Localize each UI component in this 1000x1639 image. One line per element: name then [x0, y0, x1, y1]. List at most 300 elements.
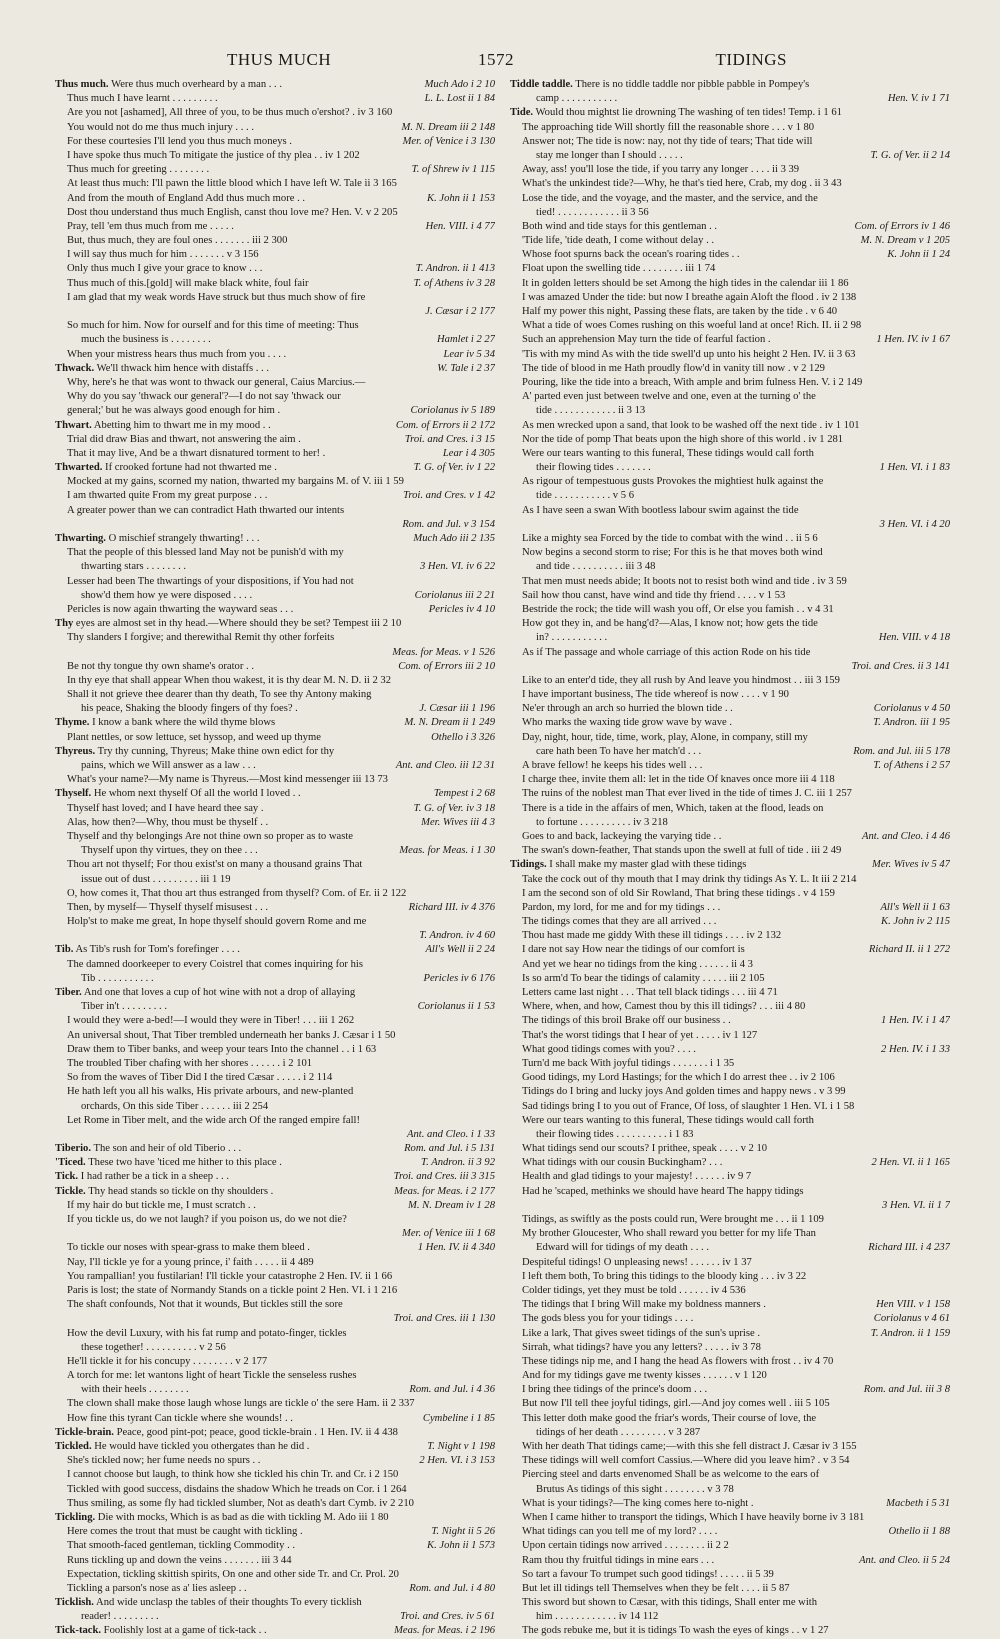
play-reference: T. Andron. iii 1 95	[871, 716, 950, 730]
play-reference: T. Andron. ii 1 413	[414, 262, 495, 276]
play-reference: Much Ado i 2 10	[423, 78, 495, 92]
headword: Thyreus.	[55, 745, 96, 757]
quotation-text: That smooth-faced gentleman, tickling Commodity . .	[67, 1540, 296, 1552]
concordance-line	[510, 1582, 950, 1596]
quotation-text: The troubled Tiber chafing with her shores . . . . . . i 2 101	[67, 1057, 313, 1069]
concordance-line	[510, 1284, 950, 1298]
concordance-line	[55, 262, 495, 276]
quotation-text: It in golden letters should be set Among the high tides in the calendar iii 1 86	[522, 277, 849, 289]
concordance-line	[55, 333, 495, 347]
quotation-text: Is so arm'd To bear the tidings of calamity . . . . . iii 2 105	[522, 972, 765, 984]
concordance-line	[55, 546, 495, 560]
quotation-text: And yet we hear no tidings from the king . . . . . . ii 4 3	[522, 958, 753, 970]
quotation-text: Whose foot spurns back the ocean's roaring tides . .	[522, 249, 740, 261]
concordance-line	[510, 986, 950, 1000]
headword: Tiberio.	[55, 1143, 92, 1155]
quotation-text: When I came hither to transport the tidings, Which I have heavily borne iv 3 181	[522, 1511, 865, 1523]
quotation-text: Holp'st to make me great, In hope thyself should govern Rome and me	[67, 916, 367, 928]
concordance-line	[510, 1085, 950, 1099]
concordance-line	[510, 1412, 950, 1426]
concordance-line	[510, 248, 950, 262]
play-reference: Ant. and Cleo. ii 5 24	[857, 1554, 950, 1568]
quotation-text: 'Tide life, 'tide death, I come without delay . .	[522, 235, 715, 247]
quotation-text: Like a lark, That gives sweet tidings of the sun's uprise .	[522, 1327, 760, 1339]
quotation-text: The shaft confounds, Not that it wounds, But tickles still the sore	[67, 1299, 343, 1311]
play-reference: Ant. and Cleo. i 4 46	[860, 830, 950, 844]
concordance-line	[55, 1199, 495, 1213]
play-reference: W. Tale i 2 37	[435, 362, 495, 376]
quotation-text: Pardon, my lord, for me and for my tidings . . .	[522, 901, 721, 913]
quotation-text: tide . . . . . . . . . . . . ii 3 13	[536, 405, 646, 417]
concordance-line	[510, 1341, 950, 1355]
concordance-headword-line	[510, 78, 950, 92]
quotation-text: Tib . . . . . . . . . . .	[81, 972, 154, 984]
play-reference: Meas. for Meas. i 2 196	[392, 1624, 495, 1638]
quotation-text: Trial did draw Bias and thwart, not answering the aim .	[67, 433, 301, 445]
concordance-line	[55, 674, 495, 688]
quotation-text: Health and glad tidings to your majesty! . . . . . . iv 9 7	[522, 1171, 752, 1183]
play-reference: K. John ii 1 573	[425, 1539, 495, 1553]
quotation-text: A torch for me: let wantons light of heart Tickle the senseless rushes	[67, 1370, 357, 1382]
quotation-text: The approaching tide Will shortly fill the reasonable shore . . . v 1 80	[522, 121, 815, 133]
concordance-line	[510, 1241, 950, 1255]
play-reference: K. John ii 1 153	[425, 192, 495, 206]
play-reference: Hen. VIII. v 4 18	[877, 631, 950, 645]
headword: Thwack.	[55, 362, 95, 374]
play-reference: Cymbeline i 1 85	[421, 1412, 495, 1426]
concordance-headword-line	[55, 1170, 495, 1184]
concordance-line	[510, 220, 950, 234]
quotation-text: Answer not; The tide is now: nay, not thy tide of tears; That tide will	[522, 135, 813, 147]
concordance-line	[510, 759, 950, 773]
concordance-line	[55, 1043, 495, 1057]
quotation-text: And from the mouth of England Add thus much more . .	[67, 192, 306, 204]
play-reference: T. Night ii 5 26	[429, 1525, 495, 1539]
concordance-headword-line	[55, 1596, 495, 1610]
concordance-line	[55, 390, 495, 404]
quotation-text: Try thy cunning, Thyreus; Make thine own edict for thy	[97, 745, 335, 757]
quotation-text: Would thou mightst lie drowning The washing of ten tides! Temp. i 1 61	[535, 107, 842, 119]
play-reference: Hen. VIII. i 4 77	[424, 220, 495, 234]
play-reference: K. John ii 1 24	[885, 248, 950, 262]
concordance-line	[55, 802, 495, 816]
play-reference: Othello ii 1 88	[887, 1525, 951, 1539]
quotation-text: Edward will for tidings of my death . . . .	[536, 1242, 710, 1254]
quotation-text: As rigour of tempestuous gusts Provokes the mightiest hulk against the	[522, 476, 824, 488]
quotation-text: I am glad that my weak words Have struck but thus much show of fire	[67, 291, 366, 303]
concordance-line	[510, 1128, 950, 1142]
headword: Tickle.	[55, 1185, 86, 1197]
play-reference: 1 Hen. VI. i 1 83	[878, 461, 950, 475]
play-reference: Richard II. ii 1 272	[867, 943, 950, 957]
headword: Tick-tack.	[55, 1625, 102, 1637]
play-reference: Pericles iv 4 10	[427, 603, 495, 617]
quotation-text: him . . . . . . . . . . . . iv 14 112	[536, 1611, 659, 1623]
concordance-line	[510, 915, 950, 929]
concordance-line	[510, 277, 950, 291]
quotation-text: Peace, good pint-pot; peace, good tickle-brain . 1 Hen. IV. ii 4 438	[116, 1426, 398, 1438]
quotation-text: Mocked at my gains, scorned my nation, thwarted my bargains M. of V. iii 1 59	[67, 476, 404, 488]
headword: Tickling.	[55, 1511, 96, 1523]
quotation-text: My brother Gloucester, Who shall reward you better for my life Than	[522, 1228, 816, 1240]
concordance-line	[55, 702, 495, 716]
quotation-text: Draw them to Tiber banks, and weep your tears Into the channel . . i 1 63	[67, 1043, 377, 1055]
quotation-text: Then, by myself— Thyself thyself misusest . . .	[67, 901, 269, 913]
concordance-line	[510, 1114, 950, 1128]
quotation-text: When your mistress hears thus much from you . . . .	[67, 348, 287, 360]
play-reference: Mer. Wives iii 4 3	[419, 816, 495, 830]
concordance-line	[55, 1327, 495, 1341]
quotation-text: tied! . . . . . . . . . . . . ii 3 56	[536, 206, 649, 218]
quotation-text: As if The passage and whole carriage of this action Rode on his tide	[522, 646, 811, 658]
quotation-text: Thus smiling, as some fly had tickled slumber, Not as death's dart Cymb. iv 2 210	[67, 1497, 414, 1509]
quotation-text: O mischief strangely thwarting! . . .	[108, 533, 260, 544]
concordance-line	[510, 603, 950, 617]
headword: Thyme.	[55, 717, 90, 729]
quotation-text: With her death That tidings came;—with this she fell distract J. Cæsar iv 3 155	[522, 1441, 857, 1452]
quotation-text: Like to an enter'd tide, they all rush by And leave you hindmost . . iii 3 159	[522, 674, 840, 686]
quotation-text: Were our tears wanting to this funeral, These tidings would call forth	[522, 1114, 814, 1126]
concordance-line	[510, 192, 950, 206]
concordance-line	[55, 1582, 495, 1596]
concordance-line	[55, 177, 495, 191]
quotation-text: Thyself hast loved; and I have heard thee say .	[67, 802, 264, 814]
concordance-line	[510, 1426, 950, 1440]
concordance-line	[55, 1383, 495, 1397]
headword: Tiber.	[55, 987, 82, 998]
quotation-text: camp . . . . . . . . . . .	[536, 93, 618, 105]
concordance-line	[55, 277, 495, 291]
play-reference: T. Andron. iv 4 60	[417, 929, 495, 943]
concordance-line	[55, 319, 495, 333]
headword: Thwarting.	[55, 533, 106, 544]
play-reference: Macbeth i 5 31	[884, 1497, 950, 1511]
play-reference: M. N. Dream iv 1 28	[406, 1199, 495, 1213]
play-reference: Rom. and Jul. iii 3 8	[862, 1383, 950, 1397]
quotation-text: Dost thou understand thus much English, canst thou love me? Hen. V. v 2 205	[67, 206, 398, 218]
play-reference: T. Night v 1 198	[425, 1440, 495, 1454]
play-reference: Rom. and Jul. i 4 36	[407, 1383, 495, 1397]
quotation-text: A' parted even just between twelve and one, even at the turning o' the	[522, 391, 816, 403]
concordance-line	[510, 1525, 950, 1539]
quotation-text: Turn'd me back With joyful tidings . . . . . . . i 1 35	[522, 1057, 735, 1069]
concordance-line	[55, 773, 495, 787]
concordance-line	[510, 234, 950, 248]
quotation-text: Ne'er through an arch so hurried the blown tide . .	[522, 703, 733, 715]
quotation-text: Day, night, hour, tide, time, work, play, Alone, in company, still my	[522, 731, 808, 743]
concordance-line	[510, 1199, 950, 1213]
play-reference: Mer. Wives iv 5 47	[870, 858, 950, 872]
headword: Thyself.	[55, 788, 92, 800]
quotation-text: The gods bless you for your tidings . . . .	[522, 1313, 694, 1325]
concordance-line	[510, 362, 950, 376]
concordance-line	[510, 1029, 950, 1043]
quotation-text: There is a tide in the affairs of men, Which, taken at the flood, leads on	[522, 802, 824, 814]
concordance-line	[55, 291, 495, 305]
concordance-line	[510, 688, 950, 702]
concordance-line	[510, 972, 950, 986]
quotation-text: The tidings of this broil Brake off our business . .	[522, 1015, 731, 1027]
concordance-line	[510, 1610, 950, 1624]
play-reference: T. G. of Ver. iv 3 18	[412, 802, 495, 816]
concordance-line	[510, 1483, 950, 1497]
quotation-text: And for my tidings gave me twenty kisses . . . . . . v 1 120	[522, 1370, 767, 1382]
concordance-line	[510, 716, 950, 730]
quotation-text: their flowing tides . . . . . . .	[536, 462, 651, 474]
quotation-text: pains, which we Will answer as a law . . .	[81, 760, 256, 771]
concordance-line	[510, 660, 950, 674]
concordance-line	[55, 1497, 495, 1511]
play-reference: Lear iv 5 34	[442, 348, 496, 362]
concordance-headword-line	[55, 1142, 495, 1156]
concordance-line	[510, 404, 950, 418]
headword: Thwarted.	[55, 462, 103, 474]
quotation-text: Sirrah, what tidings? have you any letters? . . . . . iv 3 78	[522, 1341, 761, 1353]
quotation-text: These two have 'ticed me hither to this place .	[88, 1157, 282, 1169]
concordance-line	[510, 958, 950, 972]
quotation-text: But let ill tidings tell Themselves when they be felt . . . . ii 5 87	[522, 1582, 790, 1594]
play-reference: Richard III. i 4 237	[866, 1241, 950, 1255]
quotation-text: I had rather be a tick in a sheep . . .	[80, 1171, 229, 1183]
concordance-line	[510, 1256, 950, 1270]
concordance-line	[55, 504, 495, 518]
concordance-line	[510, 1185, 950, 1199]
concordance-line	[55, 433, 495, 447]
play-reference: J. Cæsar i 2 177	[423, 305, 495, 319]
quotation-text: Bestride the rock; the tide will wash you off, Or else you famish . . v 4 31	[522, 603, 834, 615]
concordance-line	[55, 575, 495, 589]
quotation-text: As men wrecked upon a sand, that look to be washed off the next tide . iv 1 101	[522, 419, 860, 431]
quotation-text: orchards, On this side Tiber . . . . . . iii 2 254	[81, 1100, 269, 1112]
quotation-text: much the business is . . . . . . . .	[81, 334, 211, 346]
concordance-line	[510, 149, 950, 163]
play-reference: Meas. for Meas. i 1 30	[397, 844, 495, 858]
quotation-text: Sail how thou canst, have wind and tide thy friend . . . . v 1 53	[522, 589, 786, 601]
quotation-text: general;' but he was always good enough for him .	[67, 405, 281, 417]
concordance-headword-line	[55, 986, 495, 1000]
play-reference: T. of Athens i 2 57	[871, 759, 950, 773]
concordance-line	[55, 1000, 495, 1014]
quotation-text: The tidings that I bring Will make my boldness manners .	[522, 1299, 766, 1311]
concordance-line	[55, 489, 495, 503]
concordance-line	[510, 674, 950, 688]
concordance-line	[510, 575, 950, 589]
concordance-line	[510, 787, 950, 801]
quotation-text: Pouring, like the tide into a breach, With ample and brim fulness Hen. V. i 2 149	[522, 376, 863, 388]
quotation-text: We'll thwack him hence with distaffs . . .	[96, 362, 270, 374]
concordance-line	[510, 319, 950, 333]
quotation-text: That men must needs abide; It boots not to resist both wind and tide . iv 3 59	[522, 575, 847, 587]
quotation-text: Despiteful tidings! O unpleasing news! . . . . . . iv 1 37	[522, 1256, 752, 1268]
play-reference: M. N. Dream v 1 205	[859, 234, 950, 248]
play-reference: Hen VIII. v 1 158	[874, 1298, 950, 1312]
concordance-headword-line	[55, 1440, 495, 1454]
quotation-text: Why, here's he that was wont to thwack our general, Caius Marcius.—	[67, 376, 366, 388]
play-reference: Troi. and Cres. iii 1 130	[392, 1312, 495, 1326]
concordance-line	[55, 1610, 495, 1624]
concordance-line	[510, 1554, 950, 1568]
concordance-headword-line	[55, 1185, 495, 1199]
play-reference: Rom. and Jul. i 4 80	[407, 1582, 495, 1596]
play-reference: J. Cæsar iii 1 196	[417, 702, 495, 716]
concordance-line	[55, 1057, 495, 1071]
concordance-line	[510, 1227, 950, 1241]
concordance-line	[510, 447, 950, 461]
quotation-text: stay me longer than I should . . . . .	[536, 149, 683, 161]
quotation-text: Thyself and thy belongings Are not thine own so proper as to waste	[67, 830, 353, 842]
play-reference: Hen. V. iv 1 71	[886, 92, 950, 106]
concordance-headword-line	[55, 461, 495, 475]
concordance-line	[510, 1270, 950, 1284]
concordance-line	[510, 560, 950, 574]
quotation-text: Thus much of this.[gold] will make black white, foul fair	[67, 277, 309, 289]
play-reference: Coriolanus ii 1 53	[416, 1000, 495, 1014]
headword: Thwart.	[55, 419, 92, 431]
concordance-line	[510, 433, 950, 447]
quotation-text: in? . . . . . . . . . . .	[536, 632, 608, 644]
quotation-text: So much for him. Now for ourself and for this time of meeting: Thus	[67, 320, 359, 332]
quotation-text: These tidings nip me, and I hang the head As flowers with frost . . iv 4 70	[522, 1355, 834, 1367]
concordance-line	[55, 1071, 495, 1085]
concordance-line	[55, 731, 495, 745]
concordance-headword-line	[55, 419, 495, 433]
concordance-line	[510, 163, 950, 177]
quotation-text: Sad tidings bring I to you out of France, Of loss, of slaughter 1 Hen. VI. i 1 58	[522, 1100, 855, 1112]
quotation-text: You would not do me thus much injury . . . .	[67, 121, 254, 133]
play-reference: Lear i 4 305	[441, 447, 495, 461]
concordance-line	[55, 929, 495, 943]
quotation-text: An universal shout, That Tiber trembled underneath her banks J. Cæsar i 1 50	[67, 1029, 396, 1041]
right-column	[510, 78, 950, 1639]
concordance-line	[55, 149, 495, 163]
quotation-text: I dare not say How near the tidings of our comfort is	[522, 944, 745, 956]
concordance-line	[510, 617, 950, 631]
concordance-line	[55, 404, 495, 418]
quotation-text: care hath been To have her match'd . . .	[536, 745, 702, 757]
concordance-line	[55, 475, 495, 489]
play-reference: M. N. Dream ii 1 249	[402, 716, 495, 730]
quotation-text: Runs tickling up and down the veins . . . . . . . iii 3 44	[67, 1554, 292, 1566]
quotation-text: I have spoke thus much To mitigate the justice of thy plea . . iv 1 202	[67, 149, 360, 161]
quotation-text: Such an apprehension May turn the tide of fearful faction .	[522, 334, 771, 346]
concordance-line	[55, 858, 495, 872]
quotation-text: He hath left you all his walks, His private arbours, and new-planted	[67, 1086, 354, 1098]
concordance-line	[55, 1213, 495, 1227]
quotation-text: Thou art not thyself; For thou exist'st on many a thousand grains That	[67, 859, 363, 871]
concordance-line	[510, 901, 950, 915]
concordance-line	[510, 305, 950, 319]
quotation-text: Expectation, tickling skittish spirits, On one and other side Tr. and Cr. Prol. 20	[67, 1568, 399, 1580]
concordance-headword-line	[55, 532, 495, 546]
concordance-line	[510, 475, 950, 489]
play-reference: 1 Hen. IV. ii 4 340	[416, 1241, 495, 1255]
concordance-headword-line	[510, 858, 950, 872]
quotation-text: Tidings, as swiftly as the posts could run, Were brought me . . . ii 1 109	[522, 1214, 824, 1225]
concordance-line	[510, 333, 950, 347]
concordance-line	[510, 504, 950, 518]
concordance-line	[510, 1468, 950, 1482]
headword: Tidings.	[510, 859, 547, 871]
concordance-line	[510, 348, 950, 362]
concordance-line	[510, 1624, 950, 1638]
headword: Tickle-brain.	[55, 1426, 114, 1438]
quotation-text: The gods rebuke me, but it is tidings To wash the eyes of kings . . v 1 27	[522, 1625, 829, 1637]
concordance-line	[510, 844, 950, 858]
quotation-text: issue out of dust . . . . . . . . . iii 1 19	[81, 873, 231, 885]
concordance-headword-line	[55, 362, 495, 376]
quotation-text: I will say thus much for him . . . . . . . v 3 156	[67, 249, 259, 261]
quotation-text: Tickled with good success, disdains the shadow Which he treads on Cor. i 1 264	[67, 1483, 407, 1495]
concordance-line	[510, 816, 950, 830]
concordance-line	[55, 1554, 495, 1568]
concordance-line	[510, 262, 950, 276]
play-reference: Othello i 3 326	[429, 731, 495, 745]
quotation-text: Good tidings, my Lord Hastings; for the which I do arrest thee . . iv 2 106	[522, 1072, 835, 1084]
concordance-line	[510, 702, 950, 716]
quotation-text: What tidings with our cousin Buckingham? . . .	[522, 1157, 723, 1169]
concordance-line	[510, 1312, 950, 1326]
concordance-line	[55, 376, 495, 390]
quotation-text: The ruins of the noblest man That ever lived in the tide of times J. C. iii 1 257	[522, 788, 852, 800]
concordance-line	[510, 830, 950, 844]
quotation-text: Tidings do I bring and lucky joys And golden times and happy news . v 3 99	[522, 1086, 846, 1098]
quotation-text: Plant nettles, or sow lettuce, set hyssop, and weed up thyme	[67, 731, 321, 743]
quotation-text: A brave fellow! he keeps his tides well . . .	[522, 760, 703, 771]
concordance-line	[55, 844, 495, 858]
concordance-line	[510, 1170, 950, 1184]
concordance-line	[510, 291, 950, 305]
concordance-line	[55, 816, 495, 830]
concordance-line	[55, 1241, 495, 1255]
quotation-text: I cannot choose but laugh, to think how she tickled his chin Tr. and Cr. i 2 150	[67, 1469, 399, 1481]
quotation-text: He whom next thyself Of all the world I loved . .	[93, 788, 301, 800]
concordance-headword-line	[510, 106, 950, 120]
quotation-text: How got they in, and be hang'd?—Alas, I know not; how gets the tide	[522, 618, 818, 630]
concordance-line	[510, 177, 950, 191]
quotation-text: Ram thou thy fruitful tidings in mine ears . . .	[522, 1554, 715, 1566]
play-reference: Meas. for Meas. v 1 526	[390, 646, 495, 660]
quotation-text: The tide of blood in me Hath proudly flow'd in vanity till now . v 2 129	[522, 362, 825, 374]
quotation-text: What's the unkindest tide?—Why, he that's tied here, Crab, my dog . ii 3 43	[522, 178, 842, 190]
concordance-line	[55, 348, 495, 362]
play-reference: Hamlet i 2 27	[435, 333, 495, 347]
play-reference: Much Ado iii 2 135	[411, 532, 495, 546]
quotation-text: Now begins a second storm to rise; For this is he that moves both wind	[522, 547, 823, 559]
quotation-text: What is your tidings?—The king comes here to-night .	[522, 1497, 754, 1509]
concordance-line	[510, 1369, 950, 1383]
concordance-line	[55, 1468, 495, 1482]
play-reference: Meas. for Meas. i 2 177	[392, 1185, 495, 1199]
play-reference: Troi. and Cres. iv 5 61	[398, 1610, 495, 1624]
quotation-text: Both wind and tide stays for this gentleman . .	[522, 220, 718, 232]
quotation-text: What good tidings comes with you? . . . .	[522, 1043, 696, 1055]
concordance-headword-line	[55, 787, 495, 801]
quotation-text: Abetting him to thwart me in my mood . .	[93, 419, 271, 431]
play-reference: T. of Athens iv 3 28	[412, 277, 495, 291]
quotation-text: How the devil Luxury, with his fat rump and potato-finger, tickles	[67, 1327, 347, 1339]
concordance-line	[55, 220, 495, 234]
play-reference: All's Well ii 1 63	[878, 901, 950, 915]
concordance-line	[55, 1298, 495, 1312]
quotation-text: eyes are almost set in thy head.—Where should they be set? Tempest iii 2 10	[75, 618, 402, 630]
concordance-headword-line	[55, 1624, 495, 1638]
quotation-text: The swan's down-feather, That stands upon the swell at full of tide . iii 2 49	[522, 845, 842, 857]
play-reference: 1 Hen. IV. i 1 47	[879, 1014, 950, 1028]
concordance-line	[510, 390, 950, 404]
quotation-text: This sword but shown to Cæsar, with this tidings, Shall enter me with	[522, 1597, 818, 1609]
concordance-line	[55, 1525, 495, 1539]
play-reference: All's Well ii 2 24	[423, 943, 495, 957]
